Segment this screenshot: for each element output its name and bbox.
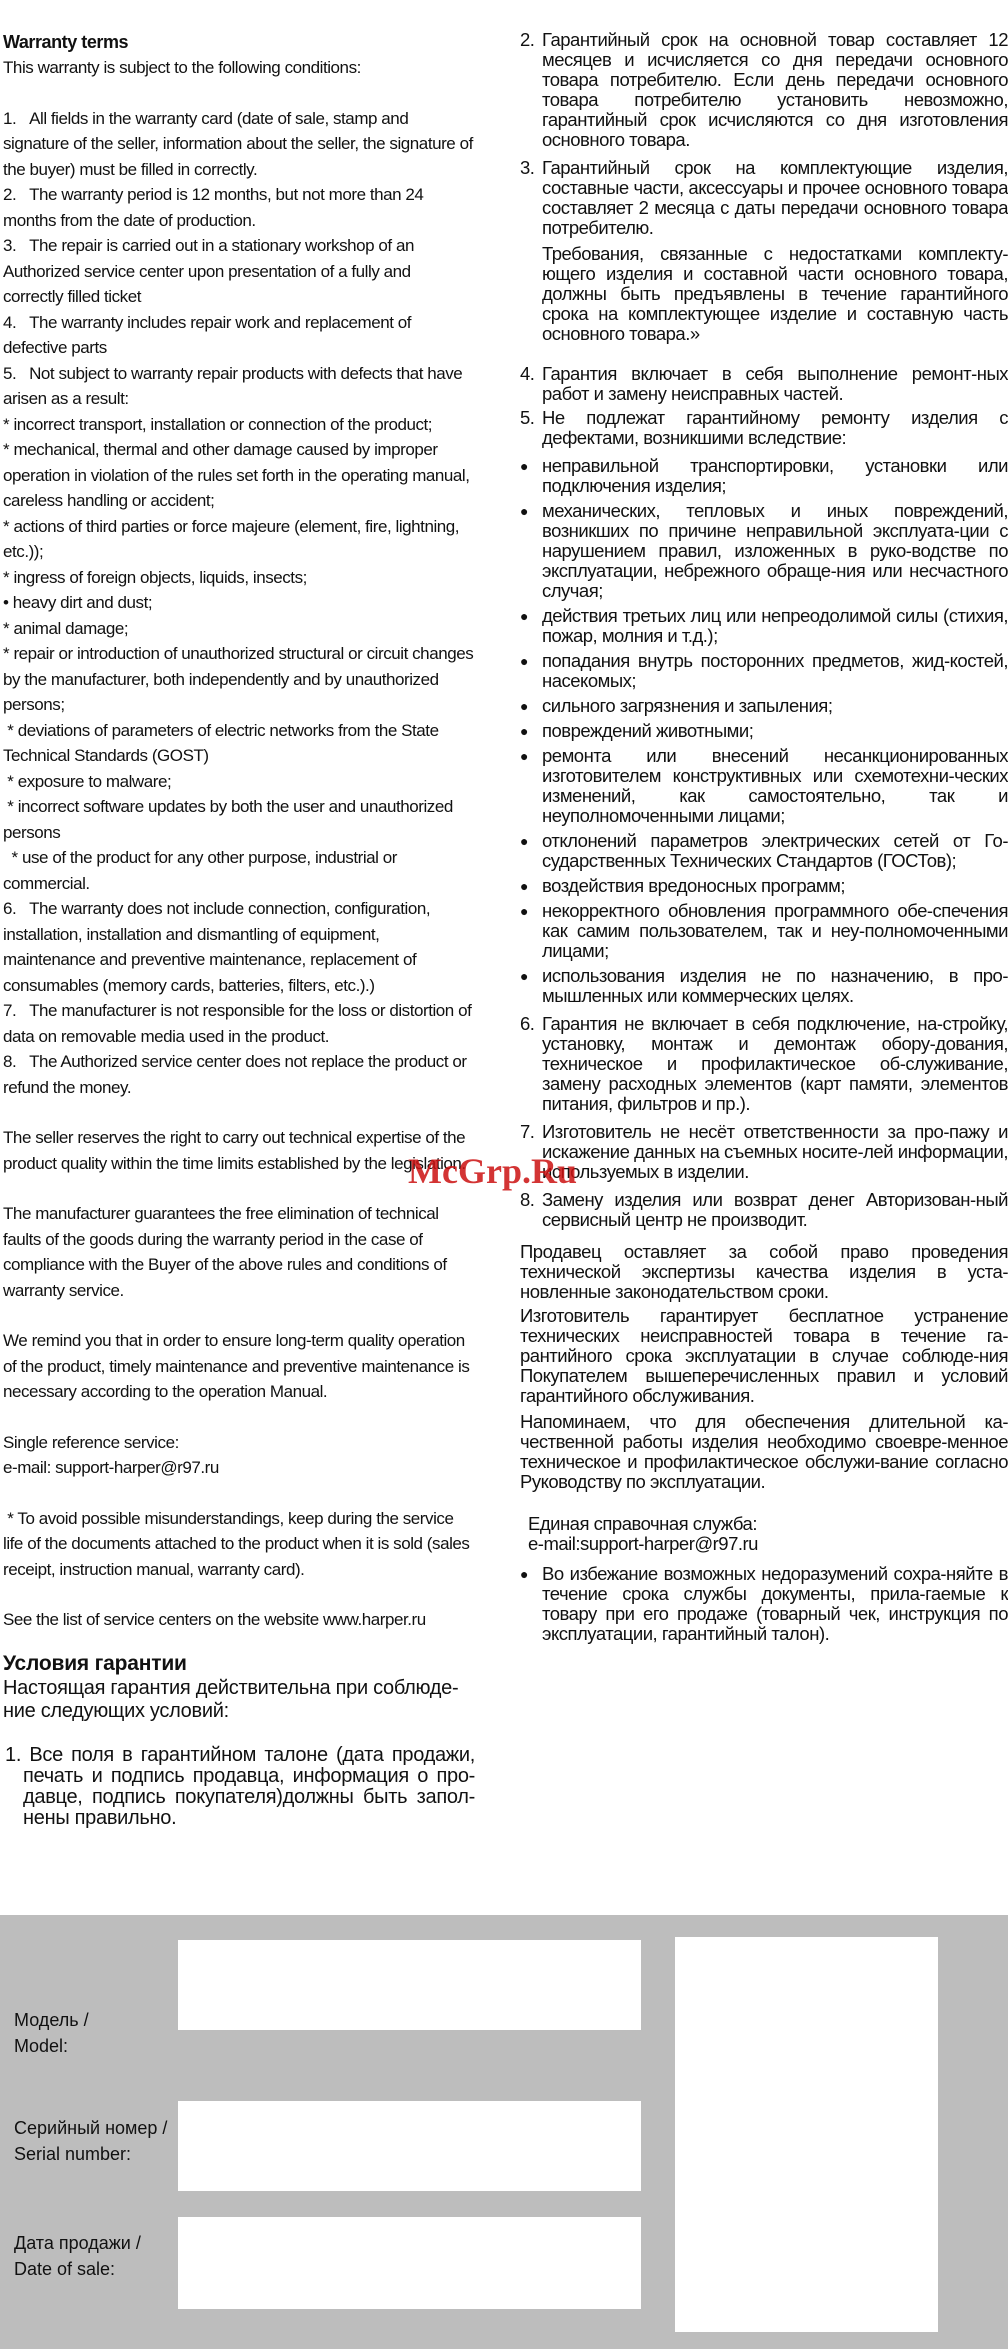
right-column: [520, 30, 1008, 1644]
date-label-en: Date of sale:: [14, 2259, 116, 2279]
date-label-ru: Дата продажи /: [14, 2233, 141, 2253]
warranty-condition: 3. The repair is carried out in a stationary workshop of an Authorized service center upon presentation of a fully and correctly filled ticket: [3, 236, 414, 306]
bullet-icon: ●: [520, 723, 528, 739]
warranty-intro: This warranty is subject to the following conditions:: [3, 58, 361, 77]
ru-exclusion-item: [520, 501, 1008, 601]
ru-condition-number: 8.: [520, 1189, 535, 1210]
ru-exclusion-item: [520, 606, 1008, 646]
ru-condition-item: [520, 1014, 1008, 1114]
ru-condition-number: 6.: [520, 1013, 535, 1034]
bullet-icon: ●: [520, 968, 528, 984]
spacer: [3, 1723, 475, 1745]
ru-avoid-item: [520, 1564, 1008, 1644]
ru-condition-text: Гарантийный срок на комплектующие изделия, составные части, аксессуары и прочее основного товара составляет 2 месяца с даты передачи основного товара потребителю.: [542, 157, 1008, 238]
bullet-icon: ●: [520, 503, 528, 519]
manufacturer-paragraph: The manufacturer guarantees the free elimination of technical faults of the goods during the warranty period in the case of compliance with the Buyer of the above rules and conditions of warranty service.: [3, 1204, 447, 1300]
ru-exclusion-text: механических, тепловых и иных повреждений, возникших по причине неправильной эксплуата-ции с нарушением правил, изложенных в руко-водстве по эксплуатации, небрежного обраще-ния или несчастного случая;: [542, 500, 1008, 601]
ru-condition-text: Гарантийный срок на основной товар составляет 12 месяцев и исчисляется со дня передачи основного товара потребителю. Если день передачи основного товара потребителю установить невозможно, гарантийный срок исчисляются со дня изготовления основного товара.: [542, 29, 1008, 150]
warranty-condition: • heavy dirt and dust;: [3, 593, 153, 612]
ru-condition-item: [520, 1190, 1008, 1230]
ru-condition-1: [3, 1745, 475, 1829]
spacer: [3, 1303, 475, 1328]
ru-condition-number: 4.: [520, 363, 535, 384]
spacer: [3, 81, 475, 106]
ru-service-email: e-mail:support-harper@r97.ru: [528, 1533, 758, 1554]
ru-exclusion-text: ремонта или внесений несанкционированных изготовителем конструктивных или схемотехни-ческих изменений, как самостоятельно, так и неуполномоченными лицами;: [542, 745, 1008, 826]
spacer: [3, 1481, 475, 1506]
warranty-condition: 7. The manufacturer is not responsible for the loss or distortion of data on removable media used in the product.: [3, 1001, 472, 1046]
warranty-terms-title: Warranty terms: [3, 32, 129, 52]
ru-exclusions-list: [520, 456, 1008, 1006]
ru-condition-1-number: 1.: [5, 1743, 22, 1766]
bullet-icon: ●: [520, 608, 528, 624]
bullet-icon: ●: [520, 903, 528, 919]
serial-label: [14, 2115, 167, 2167]
ru-condition-item: [520, 364, 1008, 404]
ru-condition-number: 5.: [520, 407, 535, 428]
ru-exclusion-text: отклонений параметров электрических сетей от Го-сударственных Технических Стандартов (ГОСТов);: [542, 830, 1008, 871]
warranty-conditions-list: [3, 106, 475, 1101]
remind-paragraph: We remind you that in order to ensure long-term quality operation of the product, timely maintenance and preventive maintenance is necessary according to the operation Manual.: [3, 1331, 470, 1401]
spacer: [3, 1405, 475, 1430]
watermark: McGrp.Ru: [408, 1151, 577, 1191]
ru-conditions-2-3: [520, 30, 1008, 238]
ru-conditions-4-5: [520, 364, 1008, 448]
ru-exclusion-item: [520, 721, 1008, 741]
ru-exclusion-item: [520, 831, 1008, 871]
warranty-condition: * incorrect transport, installation or connection of the product;: [3, 414, 433, 434]
warranty-condition: * actions of third parties or force majeure (element, fire, lightning, etc.));: [3, 516, 460, 561]
bullet-icon: ●: [520, 833, 528, 849]
ru-condition-item: [520, 158, 1008, 238]
stamp-field[interactable]: [675, 1937, 938, 2332]
date-of-sale-field[interactable]: [178, 2217, 641, 2309]
model-label: [14, 2007, 89, 2059]
bullet-icon: ●: [520, 653, 528, 669]
ru-exclusion-item: [520, 696, 1008, 716]
ru-seller-paragraph: Продавец оставляет за собой право проведения технической экспертизы качества изделия в уста-новленные законодательством сроки.: [520, 1241, 1008, 1302]
warranty-condition: * exposure to malware;: [3, 771, 172, 791]
model-label-ru: Модель /: [14, 2010, 89, 2030]
warranty-condition: * use of the product for any other purpose, industrial or commercial.: [3, 848, 397, 893]
warranty-condition: 8. The Authorized service center does not replace the product or refund the money.: [3, 1052, 467, 1097]
warranty-card-form: [0, 1915, 1008, 2349]
ru-exclusion-item: [520, 746, 1008, 826]
ru-condition-text: Гарантия включает в себя выполнение ремонт-ных работ и замену неисправных частей.: [542, 363, 1008, 404]
spacer: [3, 1176, 475, 1201]
spacer: [520, 344, 1008, 364]
ru-remind-paragraph: Напоминаем, что для обеспечения длительной ка-чественной работы изделия необходимо своевре-менное техническое и профилактическое обслужи-вание согласно Руководству по эксплуатации.: [520, 1411, 1008, 1492]
ru-exclusion-text: действия третьих лиц или непреодолимой силы (стихия, пожар, молния и т.д.);: [542, 605, 1008, 646]
ru-conditions-6-8: [520, 1014, 1008, 1230]
date-of-sale-label: [14, 2230, 141, 2282]
bullet-icon: ●: [520, 458, 528, 474]
ru-exclusion-text: воздействия вредоносных программ;: [542, 875, 845, 896]
warranty-condition: * ingress of foreign objects, liquids, insects;: [3, 567, 307, 587]
avoid-paragraph: * To avoid possible misunderstandings, keep during the service life of the documents attached to the product when it is sold (sales receipt, instruction manual, warranty card).: [3, 1508, 470, 1579]
ru-exclusion-text: некорректного обновления программного обе-спечения как самим пользователем, так и неу-полномоченными лицами;: [542, 900, 1008, 961]
ru-condition-text: Замену изделия или возврат денег Авторизован-ный сервисный центр не производит.: [542, 1189, 1008, 1230]
ru-service-label: Единая справочная служба:: [528, 1513, 757, 1534]
warranty-condition: * repair or introduction of unauthorized structural or circuit changes by the manufacturer, both independently and by unauthorized persons;: [3, 644, 474, 714]
ru-exclusion-item: [520, 456, 1008, 496]
warranty-condition: * incorrect software updates by both the user and unauthorized persons: [3, 797, 453, 842]
ru-condition-text: Изготовитель не несёт ответственности за про-пажу и искажение данных на съемных носите-лей информации, используемых в изделии.: [542, 1121, 1008, 1182]
spacer: [520, 1492, 1008, 1514]
seller-paragraph: The seller reserves the right to carry out technical expertise of the product quality within the time limits established by the legislation.: [3, 1128, 466, 1173]
ru-exclusion-text: использования изделия не по назначению, в про-мышленных или коммерческих целях.: [542, 965, 1008, 1006]
ru-condition-item: [520, 1122, 1008, 1182]
ru-condition-1-text: Все поля в гарантийном талоне (дата продажи, печать и подпись продавца, информация о про-давце, подпись покупателя)должны быть запол-нены правильно.: [23, 1743, 475, 1829]
warranty-condition: 1. All fields in the warranty card (date of sale, stamp and signature of the seller, information about the seller, the signature of the buyer) must be filled in correctly.: [3, 108, 473, 179]
ru-exclusion-item: [520, 651, 1008, 691]
ru-condition-3-extra: Требования, связанные с недостатками комплекту-ющего изделия и составной части основного товара, должны быть предъявлены в течение гарантийного срока на комплектующее изделие и составную часть основного товара.»: [542, 243, 1008, 344]
ru-exclusion-item: [520, 901, 1008, 961]
ru-condition-number: 7.: [520, 1121, 535, 1142]
warranty-condition: * deviations of parameters of electric networks from the State Technical Standards (GOST): [3, 720, 439, 765]
ru-exclusion-text: сильного загрязнения и запыления;: [542, 695, 833, 716]
left-column: [3, 30, 475, 1829]
spacer: [3, 1582, 475, 1607]
ru-condition-number: 2.: [520, 29, 535, 50]
ru-exclusion-text: повреждений животными;: [542, 720, 754, 741]
ru-avoid-text: Во избежание возможных недоразумений сохра-няйте в течение срока службы документы, прила-гаемые к товару при его продаже (товарный чек, инструкция по эксплуатации, гарантийный талон).: [542, 1563, 1008, 1644]
serial-label-en: Serial number:: [14, 2144, 132, 2164]
ru-exclusion-item: [520, 876, 1008, 896]
spacer: [3, 1100, 475, 1125]
ru-condition-number: 3.: [520, 157, 535, 178]
serial-label-ru: Серийный номер /: [14, 2118, 168, 2138]
ru-warranty-intro: Настоящая гарантия действительна при соблюде-ние следующих условий:: [3, 1676, 459, 1722]
ru-exclusion-text: неправильной транспортировки, установки или подключения изделия;: [542, 455, 1008, 496]
warranty-condition: * mechanical, thermal and other damage caused by improper operation in violation of the rules set forth in the operating manual, careless handling or accident;: [3, 440, 470, 510]
ru-manufacturer-paragraph: Изготовитель гарантирует бесплатное устранение технических неисправностей товара в течение га-рантийного срока эксплуатации в случае соблюде-ния Покупателем вышеперечисленных правил и условий гарантийного обслуживания.: [520, 1305, 1008, 1406]
service-email: e-mail: support-harper@r97.ru: [3, 1458, 219, 1477]
ru-warranty-title: Условия гарантии: [3, 1651, 187, 1675]
ru-exclusion-text: попадания внутрь посторонних предметов, жид-костей, насекомых;: [542, 650, 1008, 691]
ru-condition-item: [520, 408, 1008, 448]
ru-condition-text: Гарантия не включает в себя подключение, на-стройку, установку, монтаж и демонтаж обору-дования, техническое и профилактическое об-служивание, замену расходных элементов (карт памяти, элементов питания, фильтров и пр.).: [542, 1013, 1008, 1114]
warranty-condition: 5. Not subject to warranty repair products with defects that have arisen as a result:: [3, 363, 463, 408]
warranty-condition: 6. The warranty does not include connection, configuration, installation, installation and dismantling of equipment, maintenance and preventive maintenance, replacement of consumables (memory cards, batteries, filters, etc.).): [3, 899, 431, 995]
ru-exclusion-item: [520, 966, 1008, 1006]
model-field[interactable]: [178, 1940, 641, 2030]
bullet-icon: ●: [520, 878, 528, 894]
model-label-en: Model:: [14, 2036, 69, 2056]
bullet-icon: ●: [520, 748, 528, 764]
ru-condition-text: Не подлежат гарантийному ремонту изделия с дефектами, возникшими вследствие:: [542, 407, 1008, 448]
bullet-icon: ●: [520, 698, 528, 714]
service-centers-note: See the list of service centers on the website www.harper.ru: [3, 1610, 426, 1629]
warranty-condition: * animal damage;: [3, 618, 129, 638]
warranty-condition: 2. The warranty period is 12 months, but not more than 24 months from the date of production.: [3, 185, 424, 230]
warranty-condition: 4. The warranty includes repair work and replacement of defective parts: [3, 312, 412, 357]
ru-condition-item: [520, 30, 1008, 150]
serial-number-field[interactable]: [178, 2101, 641, 2191]
bullet-icon: ●: [520, 1566, 528, 1582]
service-label: Single reference service:: [3, 1432, 179, 1452]
